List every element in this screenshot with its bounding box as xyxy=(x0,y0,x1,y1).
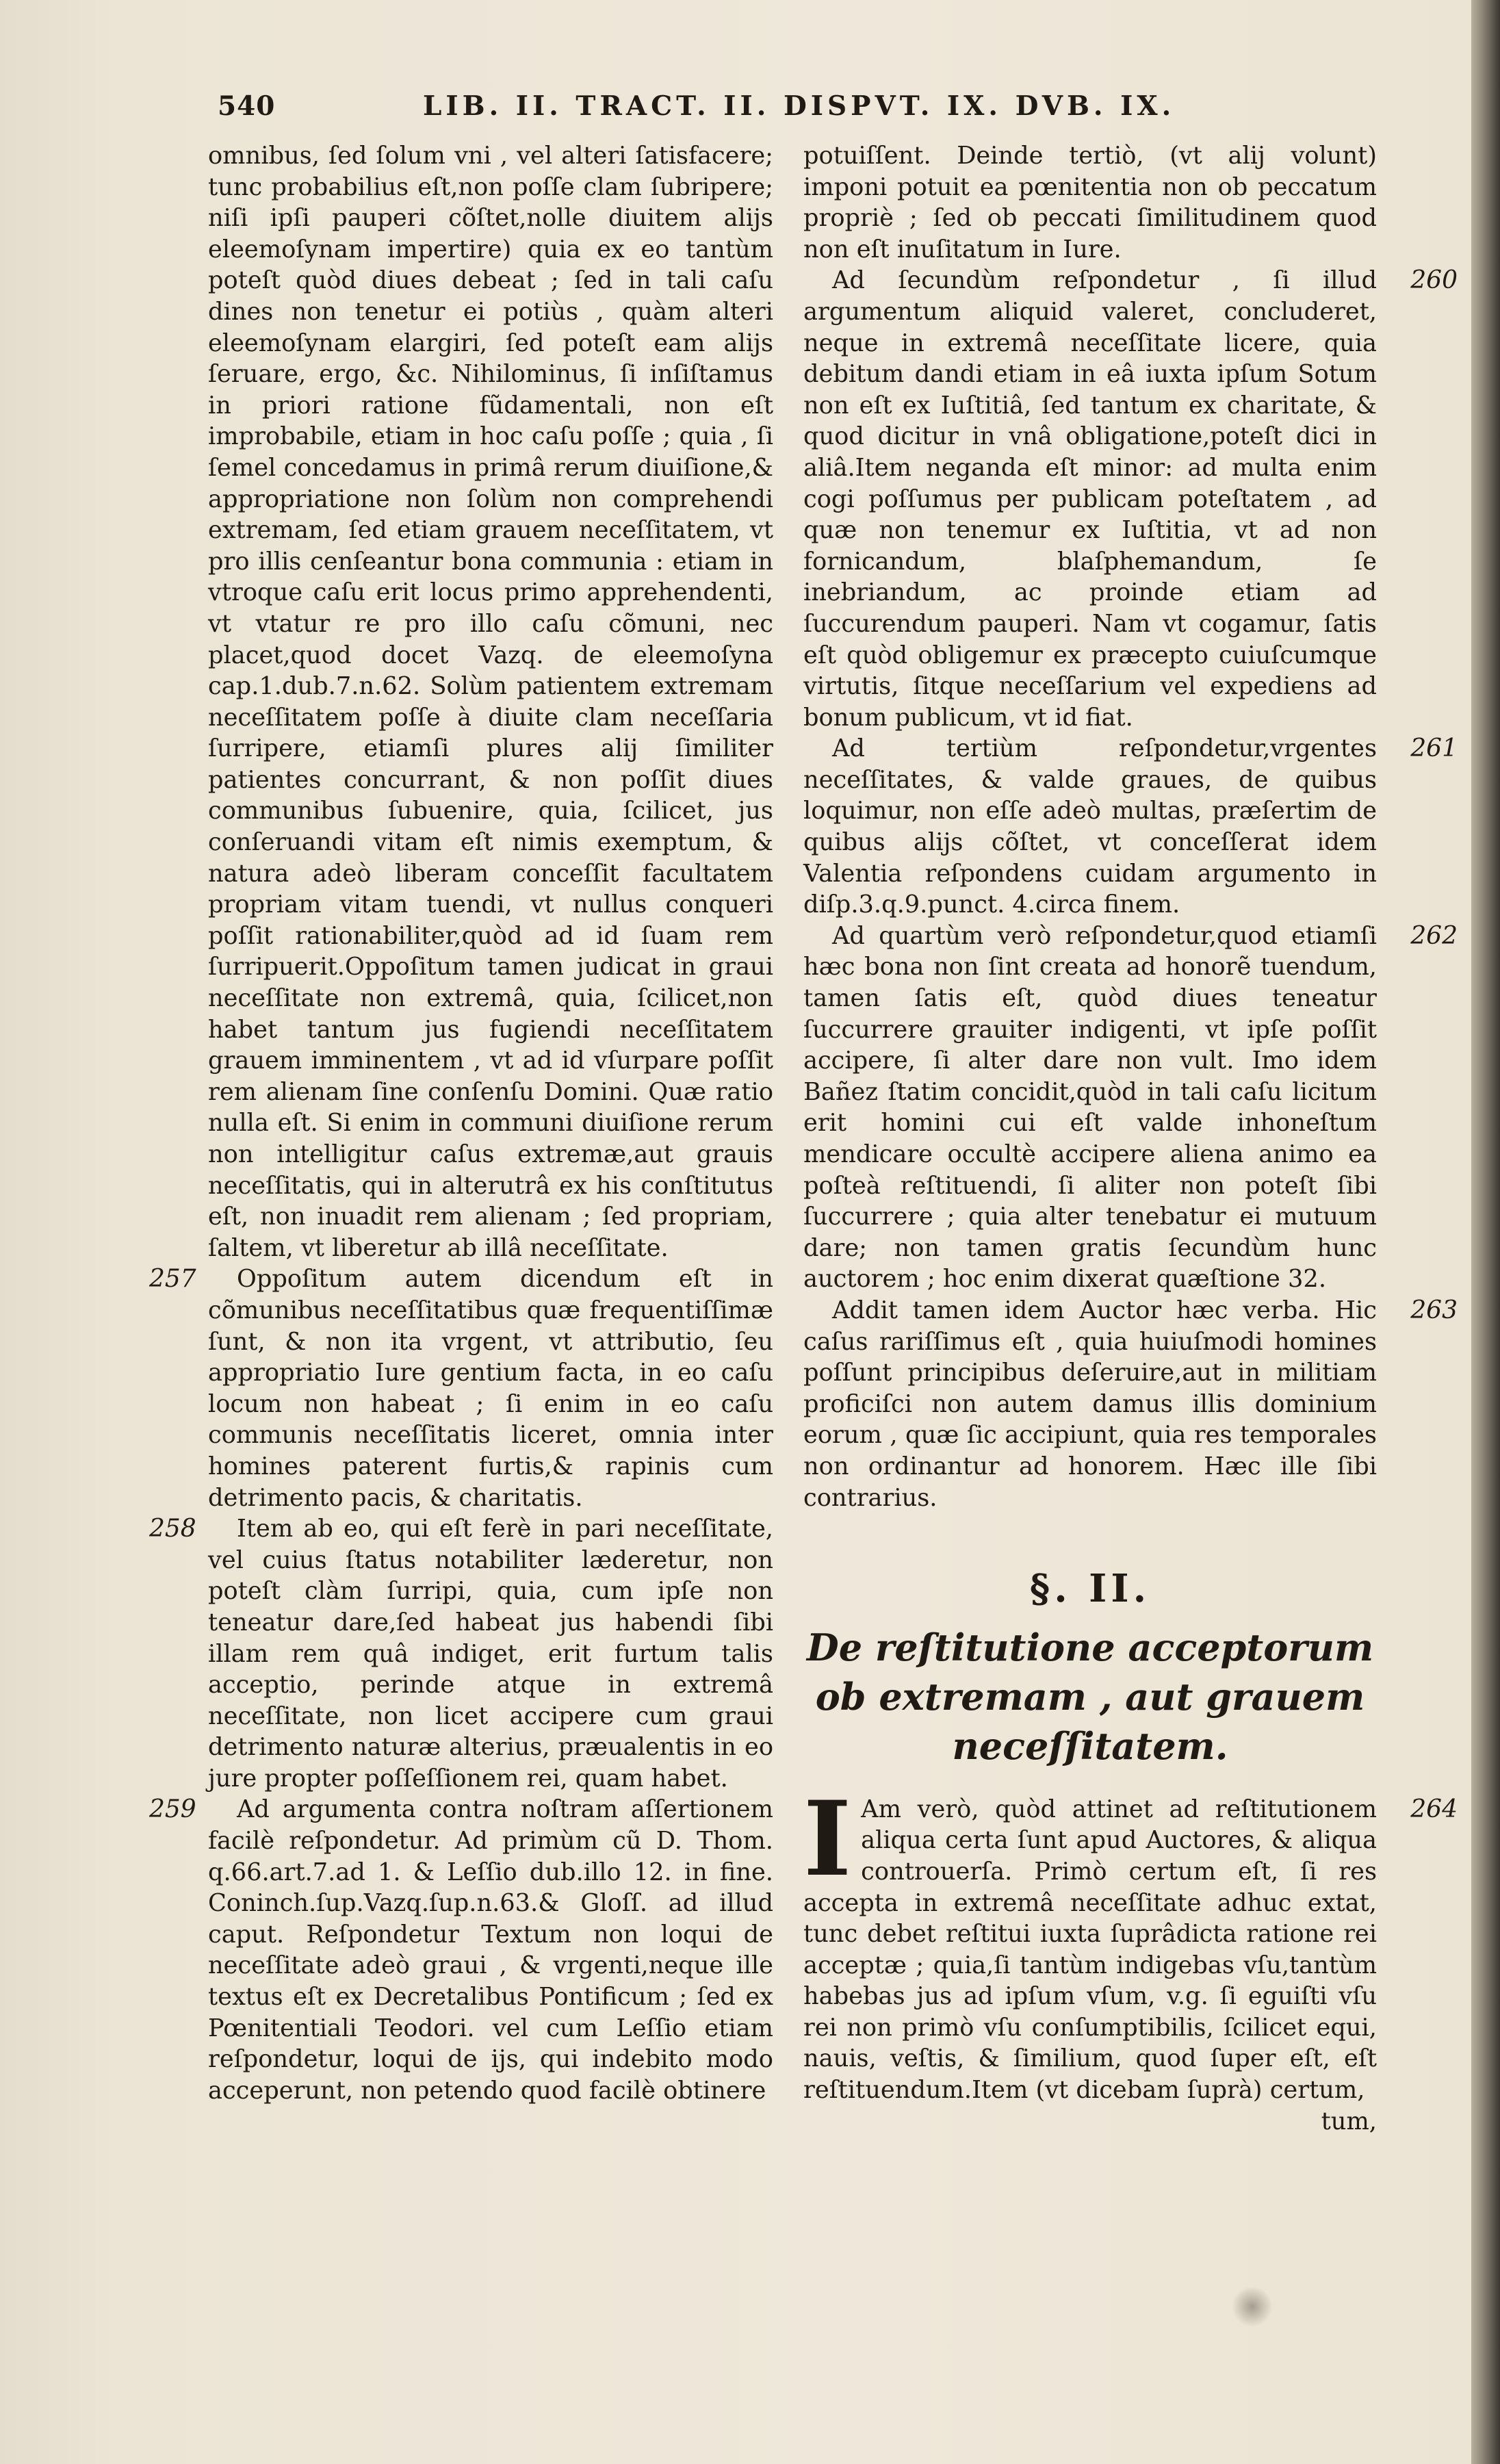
paragraph xyxy=(803,733,1458,921)
paragraph-text: omnibus, ſed ſolum vni , vel alteri ſatisfacere; tunc probabilius eſt,non poſſe clam ſubripere; niſi ipſi pauperi cõſtet,nolle diuitem alijs eleemoſynam impertire) quia ex eo tantùm poteſt quòd diues debeat ; ſed in tali caſu dines non tenetur ei potiùs , quàm alteri eleemoſynam elargiri, ſed poteſt eam alijs ſeruare, ergo, &c. Nihilominus, ſi inſiſtamus in priori ratione fũdamentali, non eſt improbabile, etiam in hoc caſu poſſe ; quia , ſi ſemel concedamus in primâ rerum diuiſione,& appropriatione non ſolùm non comprehendi extremam, ſed etiam grauem neceſſitatem, vt pro illis cenſeantur bona communia : etiam in vtroque caſu erit locus primo apprehendenti, vt vtatur re pro illo caſu cõmuni, nec placet,quod docet Vazq. de eleemoſyna cap.1.dub.7.n.62. Solùm patientem extremam neceſſitatem poſſe à diuite clam neceſſaria ſurripere, etiamſi plures alij ſimiliter patientes concurrant, & non poſſit diues communibus ſubuenire, quia, ſcilicet, jus conſeruandi vitam eſt nimis exemptum, & natura adeò liberam conceſſit facultatem propriam vitam tuendi, vt nullus conqueri poſſit rationabiliter,quòd ad id ſuam rem ſurripuerit.Oppoſitum tamen judicat in graui neceſſitate non extremâ, quia, ſcilicet,non habet tantum jus fugiendi neceſſitatem grauem imminentem , vt ad id vſurpare poſſit rem alienam ſine conſenſu Domini. Quæ ratio nulla eſt. Si enim in communi diuiſione rerum non intelligitur caſus extremæ,aut grauis neceſſitatis, qui in alterutrâ ex his conſtitutus eſt, non inuadit rem alienam ; ſed propriam, ſaltem, vt liberetur ab illâ neceſſitate. xyxy=(208,142,773,1262)
paragraph xyxy=(149,1263,773,1513)
paragraph-text: Ad tertiùm reſpondetur,vrgentes neceſſitates, & valde graues, de quibus loquimur, non eſſe adeò multas, præſertim de quibus alijs cõſtet, vt conceſſerat idem Valentia reſpondens cuidam argumento in diſp.3.q.9.punct. 4.circa finem. xyxy=(803,734,1377,919)
paragraph xyxy=(803,1778,1458,2106)
paragraph xyxy=(803,921,1458,1295)
paragraph xyxy=(803,265,1458,733)
paragraph-text: potuiſſent. Deinde tertiò, (vt alij volunt) imponi potuit ea pœnitentia non ob peccatum propriè ; ſed ob peccati ſimilitudinem quod non eſt inuſitatum in Iure. xyxy=(803,142,1377,264)
margin-number: 263 xyxy=(1410,1296,1458,1324)
section-mark: §. II. xyxy=(1029,1566,1151,1612)
paragraph xyxy=(208,140,773,1263)
paragraph-text: Item ab eo, qui eſt ferè in pari neceſſitate, vel cuius ſtatus notabiliter læderetur, non poteſt clàm ſurripi, quia, cum ipſe non teneatur dare,ſed habeat jus habendi ſibi illam rem quâ indiget, erit furtum talis acceptio, perinde atque in extremâ neceſſitate, non licet accipere cum graui detrimento naturæ alterius, præualentis in eo jure propter poſſeſſionem rei, quam habet. xyxy=(208,1515,773,1793)
section-heading: De reſtitutione acceptorum ob extremam , aut grauem neceſſitatem. xyxy=(806,1625,1374,1768)
catchword: tum, xyxy=(1321,2107,1377,2135)
margin-number: 258 xyxy=(149,1515,196,1543)
left-column xyxy=(149,140,773,2106)
ink-smudge xyxy=(1232,2286,1273,2327)
paragraph xyxy=(803,1295,1458,1513)
page-edge-shadow xyxy=(1471,0,1500,2464)
margin-number: 257 xyxy=(149,1265,196,1294)
paragraph-text: Ad quartùm verò reſpondetur,quod etiamſi hæc bona non ſint creata ad honorẽ tuendum, tamen ſatis eſt, quòd diues teneatur ſuccurrere grauiter indigenti, vt ipſe poſſit accipere, ſi alter dare non vult. Imo idem Bañez ſtatim concidit,quòd in tali caſu licitum erit homini cui eſt valde inhoneſtum mendicare occultè accipere aliena animo ea poſteà reſtituendi, ſi aliter non poteſt ſibi ſuccurrere ; quia alter tenebatur ei mutuum dare; non tamen gratis ſecundùm hunc auctorem ; hoc enim dixerat quæſtione 32. xyxy=(803,921,1377,1294)
margin-number: 262 xyxy=(1410,921,1458,950)
margin-number: 261 xyxy=(1410,734,1458,763)
paragraph-text: Ad argumenta contra noſtram aſſertionem facilè reſpondetur. Ad primùm cũ D. Thom. q.66.art.7.ad 1. & Leſſio dub.illo 12. in fine. Coninch.ſup.Vazq.ſup.n.63.& Gloſſ. ad illud caput. Reſpondetur Textum non loqui de neceſſitate adeò graui , & vrgenti,neque ille textus eſt ex Decretalibus Pontificum ; ſed ex Pœnitentiali Teodori. vel cum Leſſio etiam reſpondetur, loqui de ijs, qui indebito modo acceperunt, non petendo quod facilè obtinere xyxy=(208,1795,773,2105)
running-header xyxy=(218,90,1381,131)
paragraph-text: Addit tamen idem Auctor hæc verba. Hic caſus rariſſimus eſt , quia huiuſmodi homines poſſunt principibus deſeruire,aut in militiam proficiſci non autem damus illis dominium eorum , quæ ſic accipiunt, quia res temporales non ordinantur ad honorem. Hæc ille ſibi contrarius. xyxy=(803,1296,1377,1512)
right-column xyxy=(803,140,1458,2137)
running-title: LIB. II. TRACT. II. DISPVT. IX. DVB. IX. xyxy=(423,90,1176,122)
paragraph-text: Am verò, quòd attinet ad reſtitutionem aliqua certa ſunt apud Auctores, & aliqua controuerſa. Primò certum eſt, ſi res accepta in extremâ neceſſitate adhuc extat, tunc debet reſtitui iuxta ſuprâdicta ratione rei acceptæ ; quia,ſi tantùm indigebas vſu,tantùm habebas jus ad ipſum vſum, v.g. ſi eguiſti vſu rei non primò vſu conſumptibilis, ſcilicet equi, nauis, veſtis, & ſimilium, quod ſuper eſt, eſt reſtituendum.Item (vt dicebam ſuprà) certum, xyxy=(803,1795,1377,2105)
margin-number: 259 xyxy=(149,1795,196,1824)
page-number: 540 xyxy=(218,90,276,122)
paragraph xyxy=(149,1794,773,2106)
paragraph xyxy=(149,1513,773,1794)
margin-number: 260 xyxy=(1410,266,1458,295)
paragraph xyxy=(803,140,1377,265)
margin-number: 264 xyxy=(1410,1795,1458,1823)
paragraph-text: Ad ſecundùm reſpondetur , ſi illud argumentum aliquid valeret, concluderet, neque in extremâ neceſſitate licere, quia debitum dandi etiam in eâ iuxta ipſum Sotum non eſt ex Iuſtitiâ, ſed tantum ex charitate, & quod dicitur in vnâ obligatione,poteſt dici in aliâ.Item neganda eſt minor: ad multa enim cogi poſſumus per publicam poteſtatem , ad quæ non tenemur ex Iuſtitia, vt ad non fornicandum, blaſphemandum, ſe inebriandum, ac proinde etiam ad ſuccurendum pauperi. Nam vt cogamur, ſatis eſt quòd obligemur ex præcepto cuiuſcumque virtutis, ſitque neceſſarium vel expediens ad bonum publicum, vt id fiat. xyxy=(803,266,1377,732)
paragraph-text: Oppoſitum autem dicendum eſt in cõmunibus neceſſitatibus quæ frequentiſſimæ ſunt, & non ita vrgent, vt attributio, ſeu appropriatio Iure gentium facta, in eo caſu locum non habeat ; ſi enim in eo caſu communis neceſſitatis liceret, omnia inter homines paterent furtis,& rapinis cum detrimento pacis, & charitatis. xyxy=(208,1265,773,1512)
drop-cap: I xyxy=(803,1778,852,1899)
